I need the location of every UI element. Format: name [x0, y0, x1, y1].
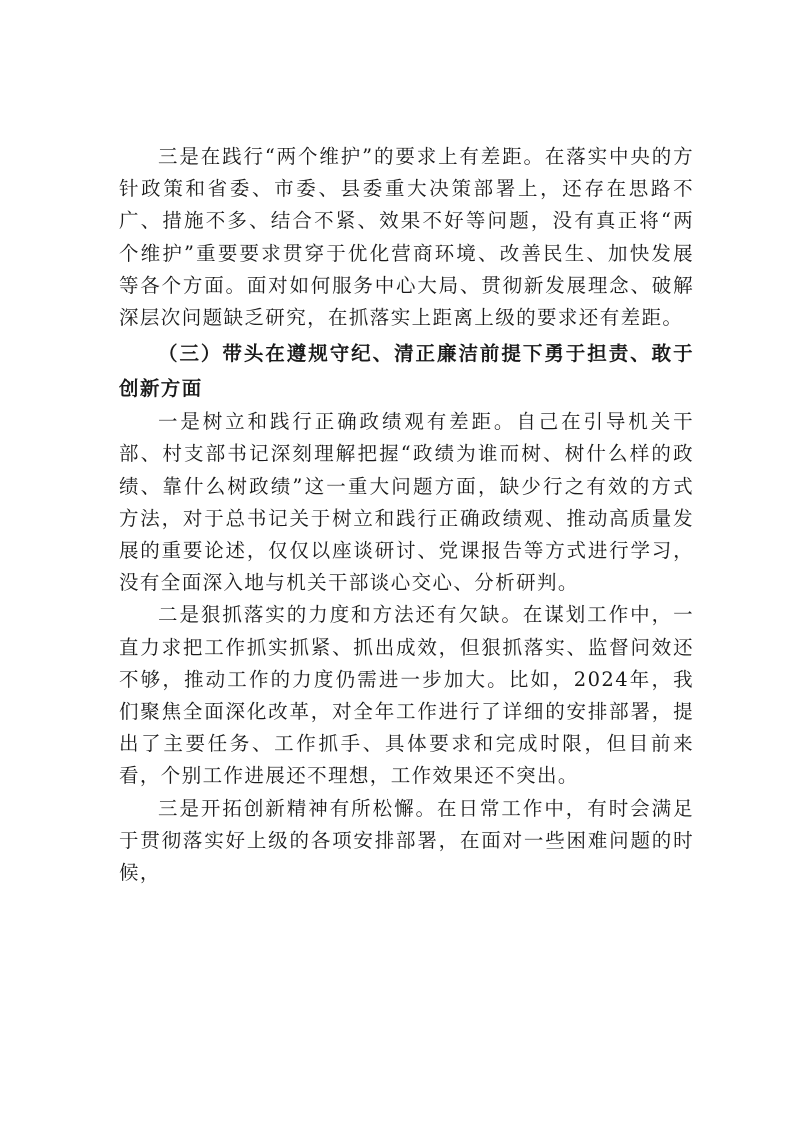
- document-body: [119, 141, 694, 889]
- paragraph-implementation-shortfall: 二是狠抓落实的力度和方法还有欠缺。在谋划工作中，一直力求把工作抓实抓紧、抓出成效，但狠抓落实、监督问效还不够，推动工作的力度仍需进一步加大。比如，2024年，我们聚焦全面深化改革，对全年工作进行了详细的安排部署，提出了主要任务、工作抓手、具体要求和完成时限，但目前来看，个别工作进展还不理想，工作效果还不突出。: [119, 603, 694, 788]
- paragraph-innovation-slack: 三是开拓创新精神有所松懈。在日常工作中，有时会满足于贯彻落实好上级的各项安排部署，在面对一些困难问题的时候，: [119, 796, 694, 885]
- paragraph-performance-view-gap: 一是树立和践行正确政绩观有差距。自己在引导机关干部、村支部书记深刻理解把握“政绩为谁而树、树什么样的政绩、靠什么树政绩”这一重大问题方面，缺少行之有效的方式方法，对于总书记关于树立和践行正确政绩观、推动高质量发展的重要论述，仅仅以座谈研讨、党课报告等方式进行学习，没有全面深入地与机关干部谈心交心、分析研判。: [119, 410, 694, 595]
- section-heading-3: （三）带头在遵规守纪、清正廉洁前提下勇于担责、敢于创新方面: [119, 342, 694, 401]
- paragraph-two-safeguards-gap: 三是在践行“两个维护”的要求上有差距。在落实中央的方针政策和省委、市委、县委重大决策部署上，还存在思路不广、措施不多、结合不紧、效果不好等问题，没有真正将“两个维护”重要要求贯穿于优化营商环境、改善民生、加快发展等各个方面。面对如何服务中心大局、贯彻新发展理念、破解深层次问题缺乏研究，在抓落实上距离上级的要求还有差距。: [119, 145, 694, 330]
